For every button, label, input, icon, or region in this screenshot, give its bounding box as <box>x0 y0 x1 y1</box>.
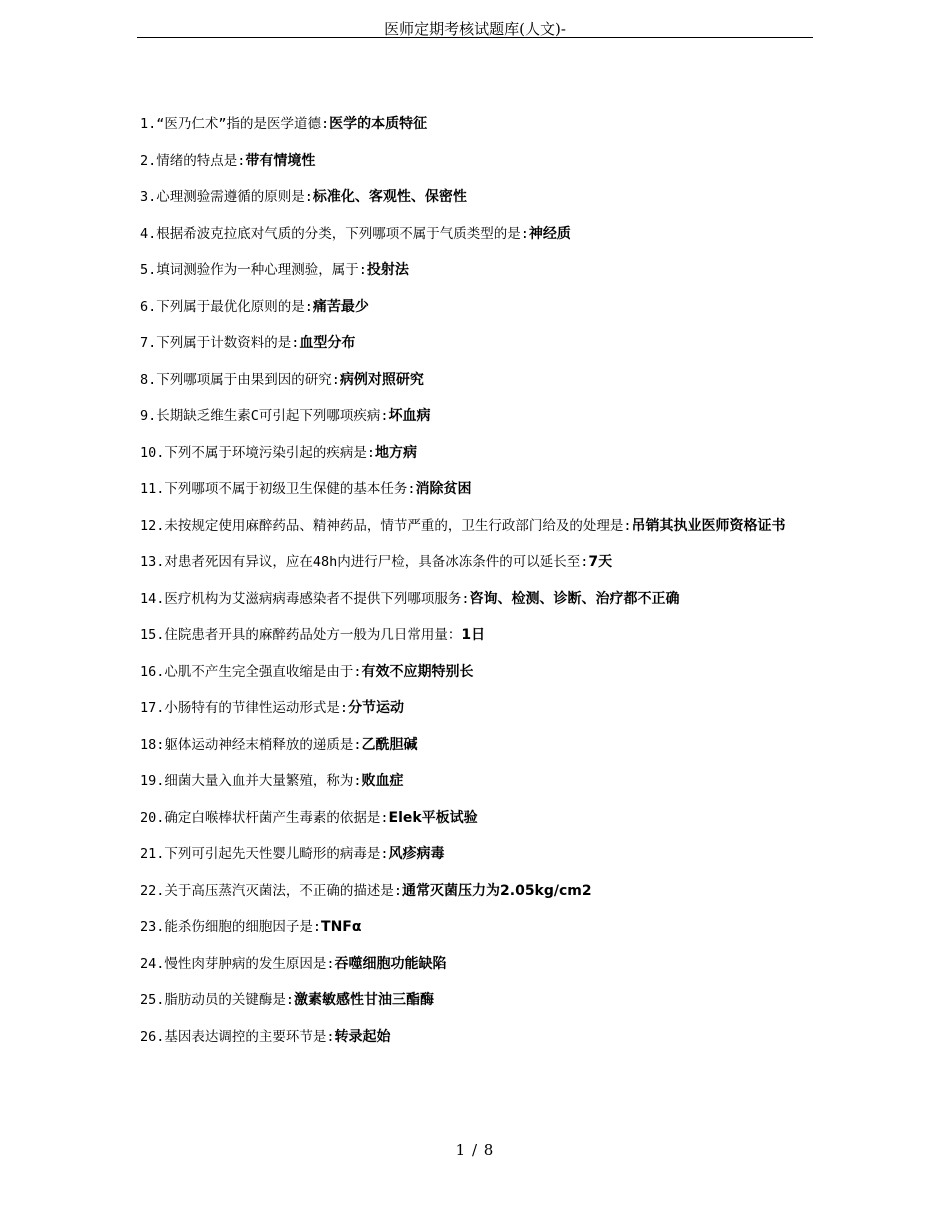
list-item <box>140 143 812 180</box>
list-item <box>140 690 812 727</box>
question-text: 26.基因表达调控的主要环节是: <box>140 1028 335 1045</box>
answer-text: 医学的本质特征 <box>329 116 428 132</box>
answer-text: 激素敏感性甘油三酯酶 <box>294 992 435 1008</box>
answer-text: 通常灭菌压力为2.05kg/cm2 <box>402 882 592 899</box>
answer-text: 消除贫困 <box>415 481 472 497</box>
list-item <box>140 581 812 618</box>
answer-text: 地方病 <box>375 444 418 461</box>
list-item <box>140 654 812 691</box>
question-text: 22.关于高压蒸汽灭菌法，不正确的描述是: <box>140 882 403 899</box>
answer-text: 吞噬细胞功能缺陷 <box>334 955 447 972</box>
question-text: 5.填词测验作为一种心理测验，属于: <box>140 262 367 278</box>
question-text: 13.对患者死因有异议，应在48h内进行尸检，具备冰冻条件的可以延长至: <box>140 554 589 570</box>
answer-text: 病例对照研究 <box>339 371 424 388</box>
list-item <box>140 544 812 581</box>
list-item <box>140 252 812 289</box>
question-text: 12.未按规定使用麻醉药品、精神药品，情节严重的，卫生行政部门给及的处理是: <box>140 517 632 534</box>
answer-text: 标准化、客观性、保密性 <box>312 189 467 205</box>
question-text: 6.下列属于最优化原则的是: <box>140 298 313 315</box>
list-item <box>140 398 812 435</box>
question-text: 8.下列哪项属于由果到因的研究: <box>140 371 340 388</box>
header-rule <box>137 37 813 38</box>
question-text: 15.住院患者开具的麻醉药品处方一般为几日常用量： <box>140 627 462 643</box>
question-text: 10.下列不属于环境污染引起的疾病是: <box>140 444 376 461</box>
list-item <box>140 617 812 654</box>
page-number: 1 / 8 <box>455 1141 495 1159</box>
question-text: 7.下列属于计数资料的是: <box>140 335 300 351</box>
list-item <box>140 289 812 326</box>
list-item <box>140 216 812 253</box>
answer-text: 败血症 <box>361 773 404 789</box>
answer-text: 分节运动 <box>348 700 405 716</box>
list-item <box>140 909 812 946</box>
question-text: 11.下列哪项不属于初级卫生保健的基本任务: <box>140 481 416 497</box>
list-item <box>140 362 812 399</box>
answer-text: 7天 <box>588 554 613 570</box>
list-item <box>140 325 812 362</box>
answer-text: 有效不应期特别长 <box>361 663 474 680</box>
list-item <box>140 471 812 508</box>
list-item <box>140 179 812 216</box>
question-text: 19.细菌大量入血并大量繁殖，称为: <box>140 773 362 789</box>
question-text: 2.情绪的特点是: <box>140 152 246 169</box>
question-text: 24.慢性肉芽肿病的发生原因是: <box>140 955 335 972</box>
list-item <box>140 982 812 1019</box>
question-list <box>140 106 812 1055</box>
list-item <box>140 946 812 983</box>
list-item <box>140 800 812 837</box>
answer-text: Elek平板试验 <box>388 809 478 826</box>
list-item <box>140 508 812 545</box>
answer-text: 神经质 <box>528 225 571 242</box>
question-text: 23.能杀伤细胞的细胞因子是: <box>140 919 322 935</box>
list-item <box>140 1019 812 1056</box>
list-item <box>140 836 812 873</box>
question-text: 21.下列可引起先天性婴儿畸形的病毒是: <box>140 846 389 862</box>
list-item <box>140 106 812 143</box>
question-text: 14.医疗机构为艾滋病病毒感染者不提供下列哪项服务: <box>140 590 470 607</box>
answer-text: TNFα <box>321 919 362 935</box>
list-item <box>140 873 812 910</box>
answer-text: 痛苦最少 <box>312 298 369 315</box>
answer-text: 坏血病 <box>388 408 431 424</box>
question-text: 4.根据希波克拉底对气质的分类，下列哪项不属于气质类型的是: <box>140 225 529 242</box>
list-item <box>140 763 812 800</box>
question-text: 17.小肠特有的节律性运动形式是: <box>140 700 349 716</box>
answer-text: 咨询、检测、诊断、治疗都不正确 <box>469 590 680 607</box>
list-item <box>140 727 812 764</box>
question-text: 16.心肌不产生完全强直收缩是由于: <box>140 663 362 680</box>
answer-text: 1日 <box>461 627 486 643</box>
answer-text: 吊销其执业医师资格证书 <box>631 517 786 534</box>
question-text: 3.心理测验需遵循的原则是: <box>140 189 313 205</box>
answer-text: 投射法 <box>366 262 409 278</box>
question-text: 9.长期缺乏维生素C可引起下列哪项疾病: <box>140 408 389 424</box>
question-text: 20.确定白喉棒状杆菌产生毒素的依据是: <box>140 809 389 826</box>
answer-text: 风疹病毒 <box>388 846 445 862</box>
question-text: 18:躯体运动神经末梢释放的递质是: <box>140 736 362 753</box>
question-text: 1.“医乃仁术”指的是医学道德: <box>140 116 330 132</box>
list-item <box>140 435 812 472</box>
question-text: 25.脂肪动员的关键酶是: <box>140 992 295 1008</box>
answer-text: 乙酰胆碱 <box>361 736 418 753</box>
answer-text: 血型分布 <box>299 335 356 351</box>
running-header: 医师定期考核试题库(人文)- <box>384 20 566 38</box>
answer-text: 转录起始 <box>334 1028 391 1045</box>
answer-text: 带有情境性 <box>245 152 316 169</box>
